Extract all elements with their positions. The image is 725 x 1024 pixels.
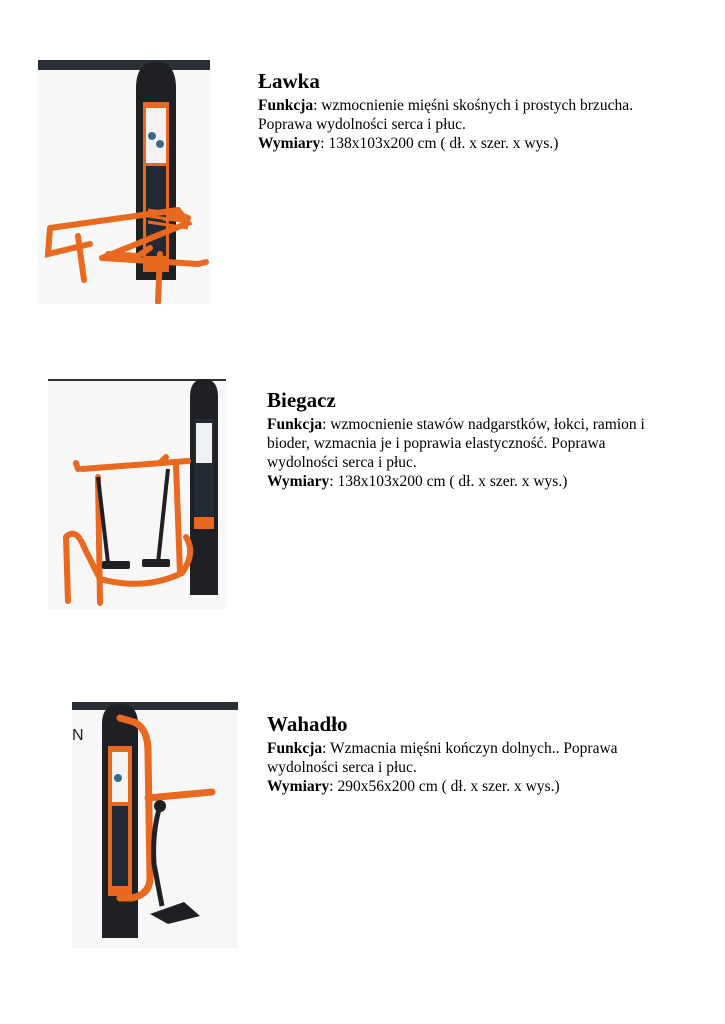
function-text: : wzmocnienie stawów nadgarstków, łokci, ramion i bioder, wzmacnia je i poprawia elastyczność. Poprawa wydolności serca i płuc.: [267, 416, 645, 471]
biegacz-dimensions: [267, 472, 677, 491]
wahadlo-function: [267, 739, 677, 777]
function-label: Funkcja: [267, 740, 323, 757]
wahadlo-photo-letter: N: [72, 727, 84, 744]
function-text: : wzmocnienie mięśni skośnych i prostych brzucha. Poprawa wydolności serca i płuc.: [258, 97, 633, 133]
lawka-function: [258, 96, 678, 134]
lawka-dimensions: [258, 134, 678, 153]
dimensions-label: Wymiary: [267, 778, 330, 795]
function-label: Funkcja: [267, 416, 323, 433]
dimensions-text: : 290x56x200 cm ( dł. x szer. x wys.): [329, 778, 560, 795]
biegacz-function: [267, 415, 677, 472]
dimensions-label: Wymiary: [258, 135, 321, 152]
biegacz-title: Biegacz: [267, 388, 336, 412]
biegacz-photo: [48, 377, 226, 609]
lawka-photo: [38, 58, 210, 304]
lawka-text: [258, 68, 678, 153]
dimensions-text: : 138x103x200 cm ( dł. x szer. x wys.): [320, 135, 559, 152]
function-text: : Wzmacnia mięśni kończyn dolnych.. Poprawa wydolności serca i płuc.: [267, 740, 618, 776]
lawka-title: Ławka: [258, 69, 320, 93]
function-label: Funkcja: [258, 97, 314, 114]
wahadlo-photo: [72, 702, 238, 948]
biegacz-text: [267, 387, 677, 491]
wahadlo-title: Wahadło: [267, 712, 348, 736]
dimensions-text: : 138x103x200 cm ( dł. x szer. x wys.): [329, 473, 568, 490]
wahadlo-dimensions: [267, 777, 677, 796]
wahadlo-text: [267, 711, 677, 796]
dimensions-label: Wymiary: [267, 473, 330, 490]
